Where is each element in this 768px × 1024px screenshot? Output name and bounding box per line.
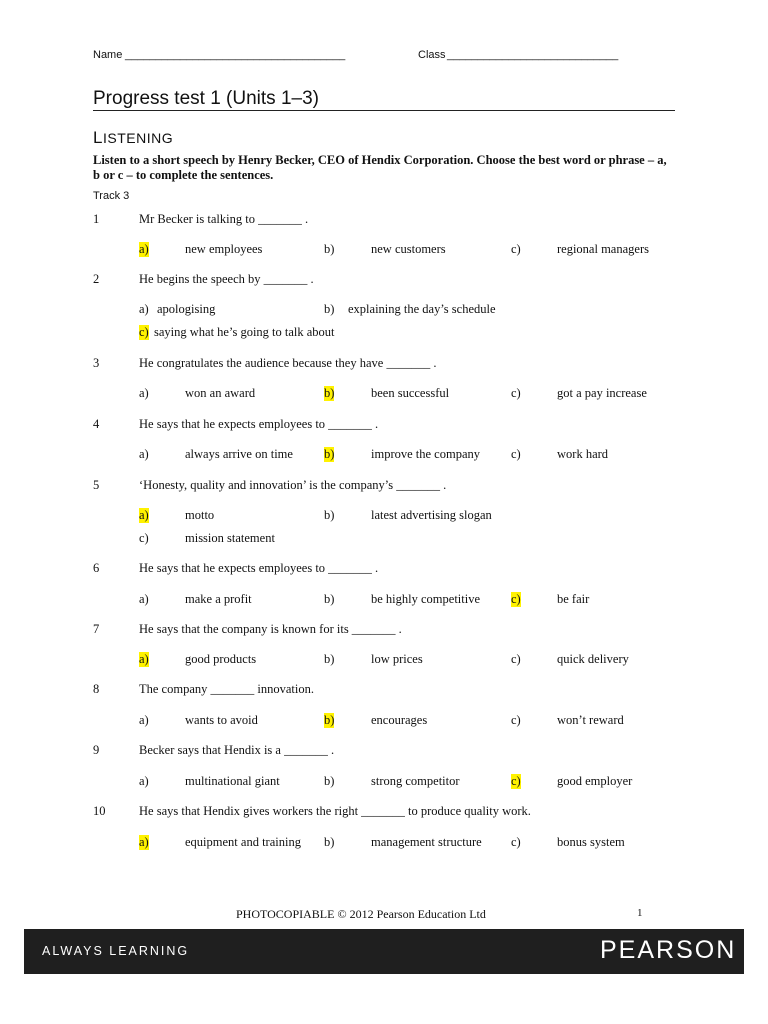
copyright-footer: PHOTOCOPIABLE © 2012 Pearson Education Ltd bbox=[236, 907, 486, 921]
option-c-text[interactable]: be fair bbox=[557, 592, 590, 606]
section-initial: L bbox=[93, 128, 103, 147]
question-text-5: ‘Honesty, quality and innovation’ is the company’s _______ . bbox=[139, 478, 447, 492]
option-b-letter[interactable]: b) bbox=[324, 386, 335, 400]
option-a-letter[interactable]: a) bbox=[139, 835, 149, 849]
option-b-text[interactable]: latest advertising slogan bbox=[371, 508, 492, 522]
instructions: Listen to a short speech by Henry Becker, CEO of Hendix Corporation. Choose the best word or phrase – a, b or c – to complete the sentences. bbox=[93, 153, 667, 182]
question-text-2: He begins the speech by _______ . bbox=[139, 272, 314, 286]
page-title: Progress test 1 (Units 1–3) bbox=[93, 88, 319, 109]
option-a-text[interactable]: good products bbox=[185, 652, 257, 666]
tagline: ALWAYS LEARNING bbox=[42, 944, 190, 958]
option-a-letter[interactable]: a) bbox=[139, 508, 149, 522]
question-number-3: 3 bbox=[93, 356, 100, 370]
option-c-letter[interactable]: c) bbox=[511, 592, 521, 606]
option-b-letter[interactable]: b) bbox=[324, 592, 335, 606]
question-number-7: 7 bbox=[93, 622, 100, 636]
option-a-text[interactable]: multinational giant bbox=[185, 774, 280, 788]
option-b-text[interactable]: management structure bbox=[371, 835, 482, 849]
question-number-10: 10 bbox=[93, 804, 106, 818]
question-number-5: 5 bbox=[93, 478, 100, 492]
track-label: Track 3 bbox=[93, 190, 130, 202]
option-c-letter[interactable]: c) bbox=[511, 447, 521, 461]
class-label: Class bbox=[418, 49, 446, 61]
option-a-letter[interactable]: a) bbox=[139, 447, 149, 461]
option-b-text[interactable]: low prices bbox=[371, 652, 423, 666]
question-text-8: The company _______ innovation. bbox=[139, 682, 314, 696]
question-number-8: 8 bbox=[93, 682, 100, 696]
question-text-9: Becker says that Hendix is a _______ . bbox=[139, 743, 335, 757]
option-a-text[interactable]: new employees bbox=[185, 242, 263, 256]
question-text-3: He congratulates the audience because they have _______ . bbox=[139, 356, 437, 370]
option-a-text[interactable]: make a profit bbox=[185, 592, 252, 606]
question-number-9: 9 bbox=[93, 743, 100, 757]
option-a-text[interactable]: always arrive on time bbox=[185, 447, 293, 461]
option-c-letter[interactable]: c) bbox=[511, 774, 521, 788]
option-b-letter[interactable]: b) bbox=[324, 713, 335, 727]
option-c-letter[interactable]: c) bbox=[511, 386, 521, 400]
option-b-text[interactable]: new customers bbox=[371, 242, 446, 256]
option-a-letter[interactable]: a) bbox=[139, 302, 149, 316]
option-b-letter[interactable]: b) bbox=[324, 652, 335, 666]
option-a-text[interactable]: equipment and training bbox=[185, 835, 301, 849]
option-b-letter[interactable]: b) bbox=[324, 774, 335, 788]
name-label: Name bbox=[93, 49, 123, 61]
page-number: 1 bbox=[637, 907, 643, 919]
option-c-letter[interactable]: c) bbox=[511, 835, 521, 849]
option-c-text[interactable]: saying what he’s going to talk about bbox=[154, 325, 335, 339]
name-line: ____________________________________ bbox=[125, 49, 346, 61]
option-a-text[interactable]: motto bbox=[185, 508, 215, 522]
option-a-letter[interactable]: a) bbox=[139, 652, 149, 666]
option-c-letter[interactable]: c) bbox=[511, 713, 521, 727]
option-a-letter[interactable]: a) bbox=[139, 713, 149, 727]
option-c-text[interactable]: won’t reward bbox=[557, 713, 624, 727]
option-b-text[interactable]: be highly competitive bbox=[371, 592, 481, 606]
option-a-letter[interactable]: a) bbox=[139, 242, 149, 256]
option-b-letter[interactable]: b) bbox=[324, 835, 335, 849]
question-number-6: 6 bbox=[93, 561, 100, 575]
section-heading bbox=[93, 128, 173, 148]
class-line: ____________________________ bbox=[447, 49, 619, 61]
option-a-text[interactable]: apologising bbox=[157, 302, 216, 316]
option-a-text[interactable]: won an award bbox=[185, 386, 256, 400]
question-text-4: He says that he expects employees to _______ . bbox=[139, 417, 379, 431]
question-text-1: Mr Becker is talking to _______ . bbox=[139, 212, 309, 226]
option-a-letter[interactable]: a) bbox=[139, 592, 149, 606]
option-b-letter[interactable]: b) bbox=[324, 302, 335, 316]
option-c-text[interactable]: regional managers bbox=[557, 242, 649, 256]
question-number-4: 4 bbox=[93, 417, 100, 431]
section-rest: ISTENING bbox=[102, 130, 174, 146]
question-number-1: 1 bbox=[93, 212, 100, 226]
question-number-2: 2 bbox=[93, 272, 100, 286]
pearson-logo: PEARSON bbox=[600, 936, 737, 964]
option-a-text[interactable]: wants to avoid bbox=[185, 713, 258, 727]
question-text-7: He says that the company is known for its _______ . bbox=[139, 622, 402, 636]
option-c-letter[interactable]: c) bbox=[511, 652, 521, 666]
option-b-text[interactable]: been successful bbox=[371, 386, 450, 400]
option-b-letter[interactable]: b) bbox=[324, 508, 335, 522]
option-a-letter[interactable]: a) bbox=[139, 774, 149, 788]
option-b-text[interactable]: strong competitor bbox=[371, 774, 460, 788]
option-c-letter[interactable]: c) bbox=[511, 242, 521, 256]
option-b-text[interactable]: improve the company bbox=[371, 447, 480, 461]
question-text-10: He says that Hendix gives workers the right _______ to produce quality work. bbox=[139, 804, 531, 818]
question-text-6: He says that he expects employees to _______ . bbox=[139, 561, 379, 575]
option-c-letter[interactable]: c) bbox=[139, 325, 149, 339]
option-c-text[interactable]: got a pay increase bbox=[557, 386, 647, 400]
option-c-text[interactable]: mission statement bbox=[185, 531, 275, 545]
option-b-letter[interactable]: b) bbox=[324, 242, 335, 256]
option-b-letter[interactable]: b) bbox=[324, 447, 335, 461]
option-b-text[interactable]: encourages bbox=[371, 713, 428, 727]
option-c-text[interactable]: good employer bbox=[557, 774, 633, 788]
title-divider bbox=[93, 110, 675, 111]
option-c-text[interactable]: quick delivery bbox=[557, 652, 629, 666]
option-c-text[interactable]: work hard bbox=[557, 447, 609, 461]
option-c-letter[interactable]: c) bbox=[139, 531, 149, 545]
option-c-text[interactable]: bonus system bbox=[557, 835, 625, 849]
option-a-letter[interactable]: a) bbox=[139, 386, 149, 400]
option-b-text[interactable]: explaining the day’s schedule bbox=[348, 302, 496, 316]
